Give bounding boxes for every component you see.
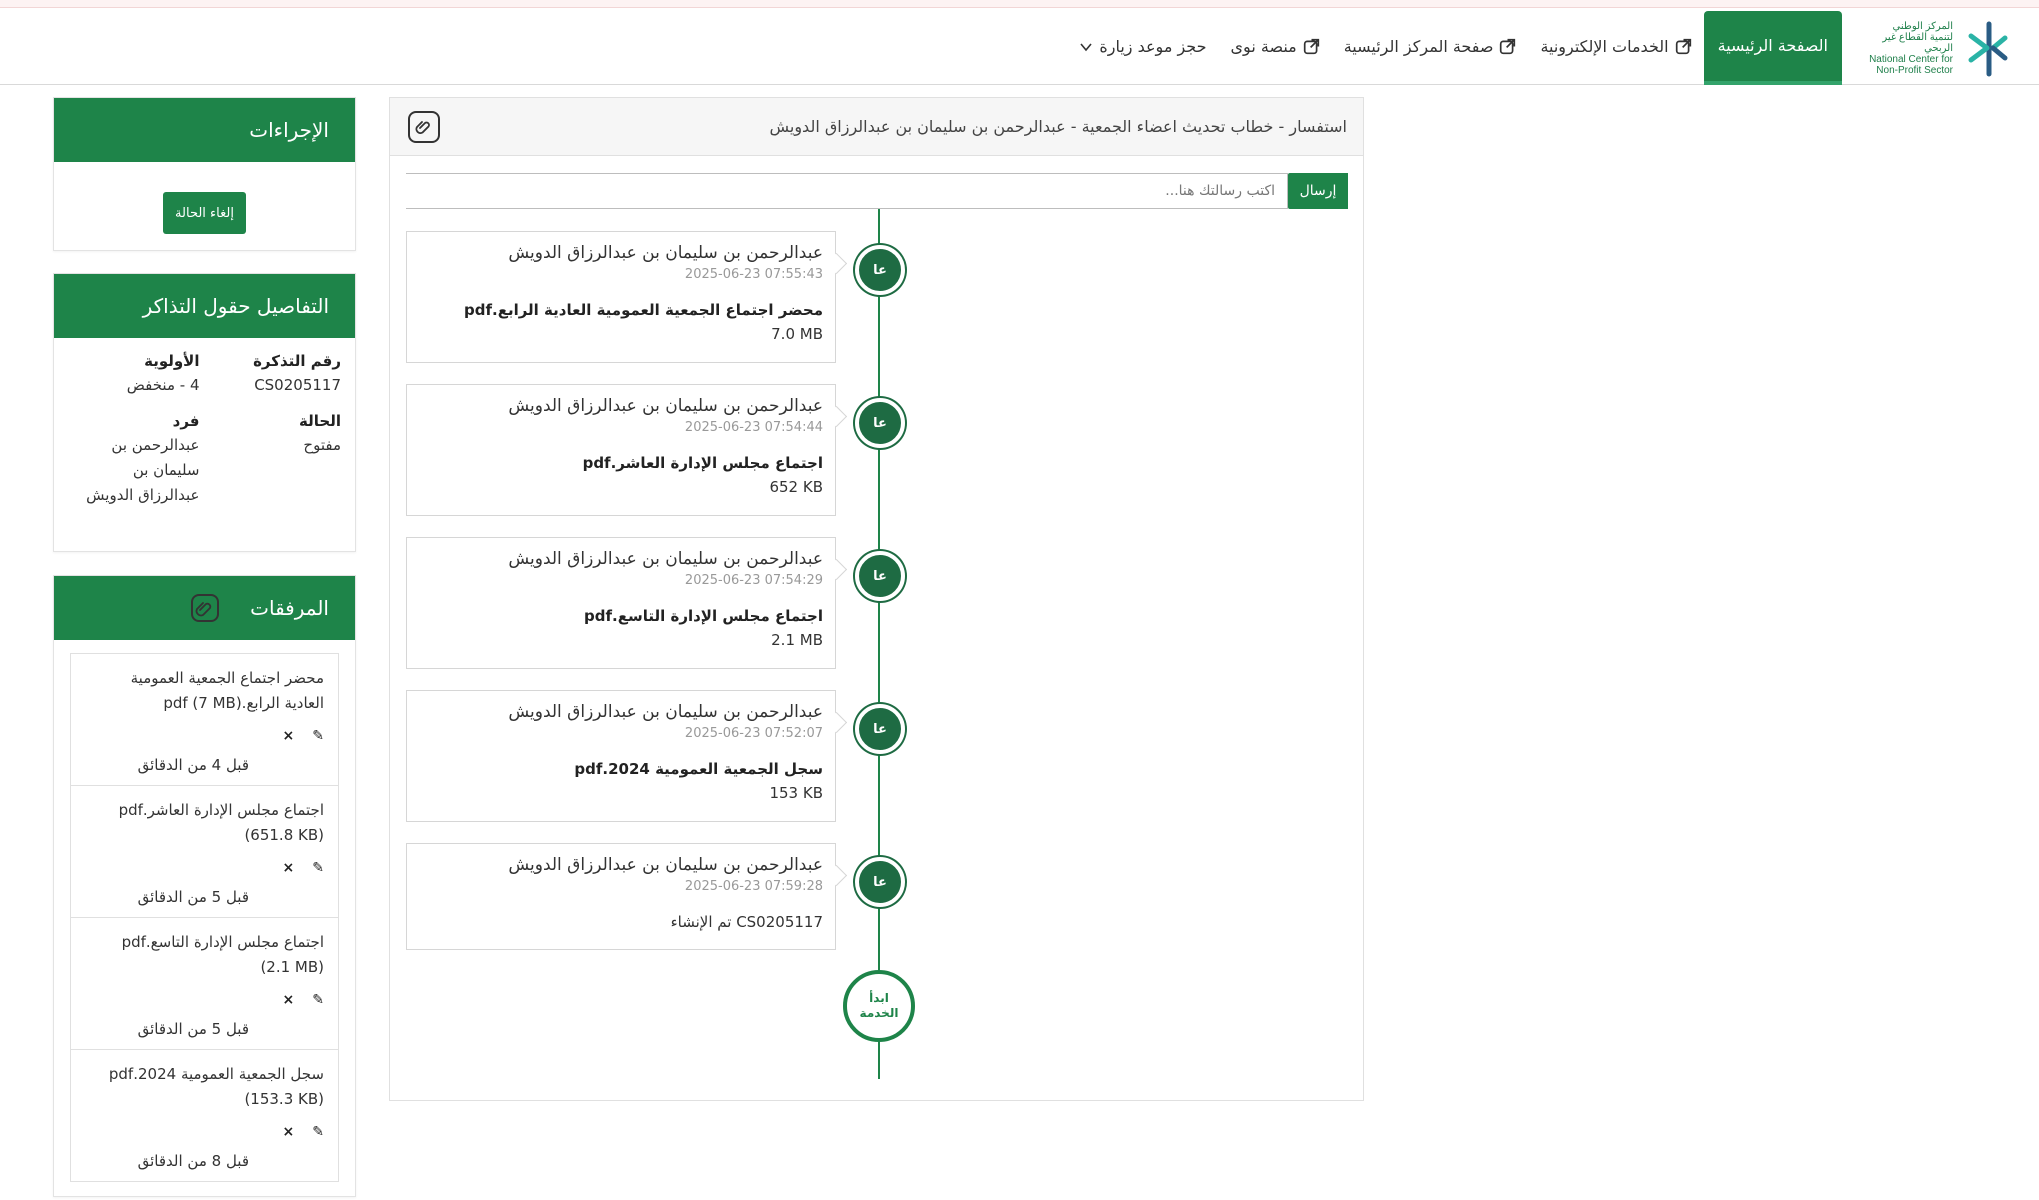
avatar: عا bbox=[855, 245, 905, 295]
attachment-name[interactable]: محضر اجتماع الجمعية العمومية العادية الرابع.pdf (7 MB) bbox=[130, 669, 324, 712]
entry-author: عبدالرحمن بن سليمان بن عبدالرزاق الدويش bbox=[508, 243, 823, 263]
detail-status bbox=[210, 412, 342, 508]
details-grid bbox=[54, 338, 355, 518]
message-input[interactable] bbox=[406, 173, 1288, 209]
brand-text bbox=[1867, 21, 1953, 76]
brand-logo[interactable] bbox=[1859, 18, 2009, 78]
actions-card bbox=[53, 97, 356, 251]
navbar bbox=[0, 8, 2039, 85]
service-start-label: ابدأ الخدمة bbox=[859, 991, 899, 1020]
timeline-entry bbox=[406, 231, 836, 363]
nav-item-label: صفحة المركز الرئيسية bbox=[1343, 37, 1494, 56]
entry-file-link[interactable]: اجتماع مجلس الإدارة العاشر.pdf bbox=[582, 454, 823, 472]
entry-author: عبدالرحمن بن سليمان بن عبدالرزاق الدويش bbox=[508, 855, 823, 875]
entry-file-link[interactable]: اجتماع مجلس الإدارة التاسع.pdf bbox=[584, 607, 823, 625]
entry-author: عبدالرحمن بن سليمان بن عبدالرزاق الدويش bbox=[508, 549, 823, 569]
attachment-item bbox=[70, 653, 339, 786]
attachment-item bbox=[70, 1049, 339, 1182]
attachment-tools bbox=[85, 988, 324, 1013]
attach-file-button[interactable] bbox=[408, 111, 440, 143]
entry-date: 2025-06-23 07:54:44 bbox=[684, 420, 823, 435]
detail-label: الحالة bbox=[299, 412, 341, 430]
nav-item-book-visit[interactable] bbox=[1067, 8, 1218, 85]
actions-card-title: الإجراءات bbox=[249, 118, 329, 142]
delete-icon[interactable]: × bbox=[282, 860, 295, 876]
nav-item-label: الخدمات الإلكترونية bbox=[1540, 37, 1669, 56]
detail-priority bbox=[68, 352, 200, 398]
paperclip-icon bbox=[414, 117, 434, 137]
entry-date: 2025-06-23 07:54:29 bbox=[684, 573, 823, 588]
paperclip-icon[interactable] bbox=[190, 593, 220, 623]
attachment-name[interactable]: اجتماع مجلس الإدارة العاشر.pdf (651.8 KB) bbox=[118, 801, 324, 844]
details-card-title: التفاصيل حقول التذاكر bbox=[142, 294, 329, 318]
ticket-panel bbox=[389, 97, 1364, 1101]
attachments-card-header bbox=[54, 576, 355, 640]
actions-card-header bbox=[54, 98, 355, 162]
edit-icon[interactable]: ✎ bbox=[312, 1124, 324, 1140]
delete-icon[interactable]: × bbox=[282, 1124, 295, 1140]
entry-date: 2025-06-23 07:59:28 bbox=[684, 879, 823, 894]
entry-author: عبدالرحمن بن سليمان بن عبدالرزاق الدويش bbox=[508, 396, 823, 416]
detail-value: عبدالرحمن بن سليمان بن عبدالرزاق الدويش bbox=[86, 436, 200, 504]
ticket-details-card bbox=[53, 273, 356, 552]
delete-icon[interactable]: × bbox=[282, 992, 295, 1008]
message-composer bbox=[406, 173, 1348, 209]
nav-item-label: منصة نوى bbox=[1230, 37, 1297, 56]
attachment-time: قبل 5 من الدقائق bbox=[137, 1020, 249, 1038]
attachment-tools bbox=[85, 1120, 324, 1145]
actions-card-body bbox=[54, 162, 355, 234]
timeline-entry bbox=[406, 537, 836, 669]
attachment-time: قبل 4 من الدقائق bbox=[137, 756, 249, 774]
ticket-header bbox=[390, 98, 1363, 156]
detail-value: مفتوح bbox=[303, 436, 341, 454]
detail-value: CS0205117 bbox=[254, 376, 341, 394]
detail-label: فرد bbox=[172, 412, 200, 430]
external-link-icon bbox=[1675, 38, 1692, 55]
attachment-name[interactable]: سجل الجمعية العمومية 2024.pdf (153.3 KB) bbox=[108, 1065, 324, 1108]
entry-file-link[interactable]: محضر اجتماع الجمعية العمومية العادية الرابع.pdf bbox=[463, 301, 823, 319]
timeline-entry bbox=[406, 690, 836, 822]
attachment-tools bbox=[85, 724, 324, 749]
entry-author: عبدالرحمن بن سليمان بن عبدالرزاق الدويش bbox=[508, 702, 823, 722]
nav-item-nawa-platform[interactable] bbox=[1219, 8, 1332, 85]
detail-individual bbox=[68, 412, 200, 508]
edit-icon[interactable]: ✎ bbox=[312, 860, 324, 876]
attachment-time: قبل 5 من الدقائق bbox=[137, 888, 249, 906]
cancel-case-button[interactable]: إلغاء الحالة bbox=[163, 192, 246, 234]
detail-label: رقم التذكرة bbox=[253, 352, 341, 370]
attachment-tools bbox=[85, 856, 324, 881]
entry-message: CS0205117 تم الإنشاء bbox=[670, 913, 823, 931]
nav-item-center-home[interactable] bbox=[1332, 8, 1529, 85]
chevron-down-icon bbox=[1079, 40, 1093, 54]
entry-date: 2025-06-23 07:52:07 bbox=[684, 726, 823, 741]
brand-mark-icon bbox=[1961, 18, 2009, 78]
detail-label: الأولوية bbox=[144, 352, 200, 370]
brand-name-ar: المركز الوطني لتنمية القطاع غير الربحي bbox=[1882, 20, 1953, 54]
nav-item-label: حجز موعد زيارة bbox=[1099, 37, 1207, 56]
avatar: عا bbox=[855, 398, 905, 448]
avatar: عا bbox=[855, 857, 905, 907]
details-card-header bbox=[54, 274, 355, 338]
entry-file-link[interactable]: سجل الجمعية العمومية 2024.pdf bbox=[574, 760, 823, 778]
delete-icon[interactable]: × bbox=[282, 728, 295, 744]
edit-icon[interactable]: ✎ bbox=[312, 728, 324, 744]
attachments-list bbox=[54, 640, 355, 1196]
avatar: عا bbox=[855, 551, 905, 601]
main-nav bbox=[1067, 8, 1842, 85]
attachment-item bbox=[70, 785, 339, 918]
entry-file-size: 2.1 MB bbox=[771, 631, 823, 649]
entry-file-size: 153 KB bbox=[769, 784, 823, 802]
external-link-icon bbox=[1303, 38, 1320, 55]
detail-value: 4 - منخفض bbox=[126, 376, 200, 394]
entry-date: 2025-06-23 07:55:43 bbox=[684, 267, 823, 282]
attachments-card bbox=[53, 575, 356, 1197]
nav-item-eservices[interactable] bbox=[1528, 8, 1703, 85]
timeline-line bbox=[878, 209, 880, 1079]
detail-ticket-number bbox=[210, 352, 342, 398]
service-start-marker bbox=[843, 970, 915, 1042]
nav-item-label: الصفحة الرئيسية bbox=[1717, 36, 1828, 55]
timeline-entry bbox=[406, 384, 836, 516]
attachment-item bbox=[70, 917, 339, 1050]
ticket-title: استفسار - خطاب تحديث اعضاء الجمعية - عبدالرحمن بن سليمان بن عبدالرزاق الدويش bbox=[769, 117, 1347, 136]
attachment-name[interactable]: اجتماع مجلس الإدارة التاسع.pdf (2.1 MB) bbox=[121, 933, 324, 976]
edit-icon[interactable]: ✎ bbox=[312, 992, 324, 1008]
entry-file-size: 7.0 MB bbox=[771, 325, 823, 343]
nav-item-home[interactable] bbox=[1704, 11, 1842, 85]
entry-file-size: 652 KB bbox=[769, 478, 823, 496]
external-link-icon bbox=[1499, 38, 1516, 55]
timeline-entry bbox=[406, 843, 836, 950]
attachments-card-title: المرفقات bbox=[250, 596, 329, 620]
send-button[interactable]: إرسال bbox=[1288, 173, 1348, 209]
avatar: عا bbox=[855, 704, 905, 754]
top-strip bbox=[0, 0, 2039, 8]
brand-name-en: National Center for Non-Profit Sector bbox=[1869, 53, 1953, 76]
attachment-time: قبل 8 من الدقائق bbox=[137, 1152, 249, 1170]
